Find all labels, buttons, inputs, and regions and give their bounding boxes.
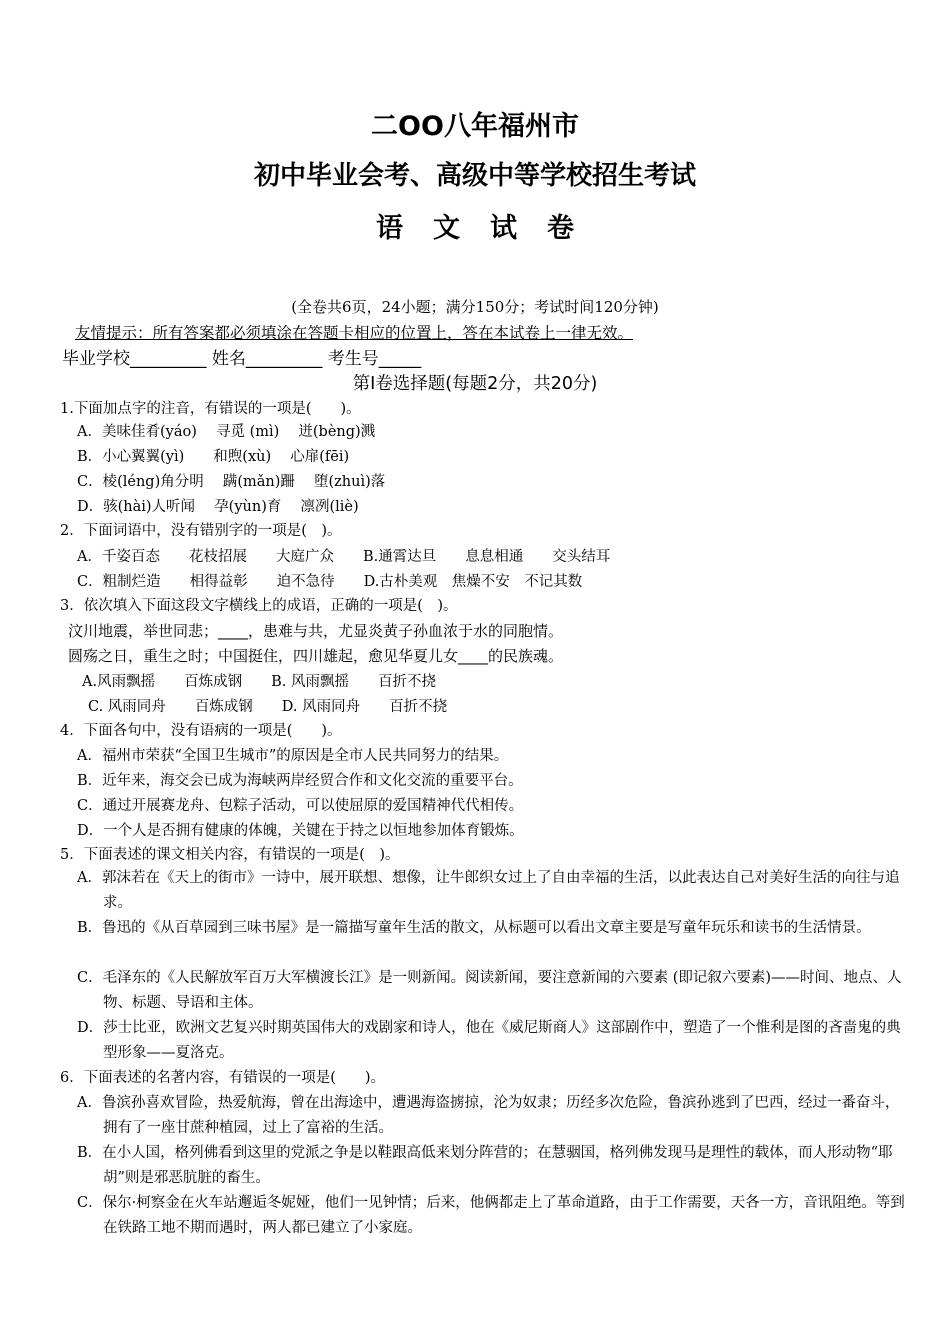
friendly-tip: 友情提示：所有答案都必须填涂在答题卡相应的位置上，答在本试卷上一律无效。 [75,324,634,342]
q6-option-c: C．保尔·柯察金在火车站邂逅冬妮娅，他们一见钟情；后来，他俩都走上了革命道路，由于工作需要，天各一方，音讯阻绝。等到在铁路工地不期而遇时，两人都已建立了小家庭。 [77,1195,905,1236]
q5-option-b: B．鲁迅的《从百草园到三味书屋》是一篇描写童年生活的散文，从标题可以看出文章主要是写童年玩乐和读书的生活情景。 [77,920,871,936]
student-info-line: 毕业学校_________ 姓名_________ 考生号_____ [62,349,422,369]
q4-stem: 4．下面各句中，没有语病的一项是( )。 [60,723,342,739]
q2-options-cd: C．粗制烂造 相得益彰 迫不急待 D.古朴美观 焦燥不安 不记其数 [77,574,583,590]
q5-option-d: D．莎士比亚，欧洲文艺复兴时期英国伟大的戏剧家和诗人，他在《威尼斯商人》这部剧作中，塑造了一个惟利是图的吝啬鬼的典型形象——夏洛克。 [77,1020,901,1061]
q6-option-b: B．在小人国，格列佛看到这里的党派之争是以鞋跟高低来划分阵营的；在慧骃国，格列佛发现马是理性的载体，而人形动物“耶胡”则是邪恶肮脏的畜生。 [77,1145,893,1186]
q1-stem: 1.下面加点字的注音，有错误的一项是( )。 [60,401,361,417]
title-line3: 语文试卷 [376,213,604,244]
q3-text-line1: 汶川地震，举世同悲；____，患难与共，尤显炎黄子孙血浓于水的同胞情。 [68,622,564,640]
q1-option-b: B．小心翼翼(yì) 和煦(xù) 心扉(fēi) [77,449,350,465]
q1-option-c: C．棱(léng)角分明 蹒(mǎn)跚 堕(zhuì)落 [77,474,386,490]
q4-option-b: B．近年来，海交会已成为海峡两岸经贸合作和文化交流的重要平台。 [77,773,523,789]
q1-option-a: A．美味佳肴(yáo) 寻觅 (mì) 迸(bèng)溅 [77,424,376,440]
title-line1: 二OO八年福州市 [371,111,579,142]
q2-stem: 2．下面词语中，没有错别字的一项是( )。 [60,523,342,539]
q6-option-a: A．鲁滨孙喜欢冒险，热爱航海，曾在出海途中，遭遇海盗掳掠，沦为奴隶；历经多次危险，鲁滨孙逃到了巴西，经过一番奋斗，拥有了一座甘蔗种植园，过上了富裕的生活。 [77,1095,900,1136]
q5-stem: 5．下面表述的课文相关内容，有错误的一项是( )。 [60,847,400,863]
q6-stem: 6．下面表述的名著内容，有错误的一项是( )。 [60,1070,386,1086]
exam-note: (全卷共6页，24小题；满分150分；考试时间120分钟) [291,298,659,316]
q3-options-ab: A.风雨飘摇 百炼成钢 B. 风雨飘摇 百折不挠 [82,674,436,690]
q1-option-d: D．骇(hài)人听闻 孕(yùn)育 凛冽(liè) [77,499,359,515]
q5-option-a: A．郭沫若在《天上的街市》一诗中，展开联想、想像，让牛郎织女过上了自由幸福的生活，以此表达自己对美好生活的向往与追求。 [77,870,900,911]
q2-options-ab: A．千姿百态 花枝招展 大庭广众 B.通霄达旦 息息相通 交头结耳 [77,549,611,565]
q3-text-line2: 圆殇之日，重生之时；中国挺住，四川雄起，愈见华夏儿女____的民族魂。 [68,647,564,665]
q4-option-a: A．福州市荣获“全国卫生城市”的原因是全市人民共同努力的结果。 [77,748,509,764]
q3-options-cd: C. 风雨同舟 百炼成钢 D. 风雨同舟 百折不挠 [88,699,448,715]
q3-stem: 3．依次填入下面这段文字横线上的成语，正确的一项是( )。 [60,598,458,614]
q4-option-c: C．通过开展赛龙舟、包粽子活动，可以使屈原的爱国精神代代相传。 [77,798,524,814]
section-title: 第Ⅰ卷选择题(每题2分，共20分) [352,374,598,394]
q5-option-c: C．毛泽东的《人民解放军百万大军横渡长江》是一则新闻。阅读新闻，要注意新闻的六要素 (即记叙六要素)——时间、地点、人物、标题、导语和主体。 [77,970,902,1011]
title-line2: 初中毕业会考、高级中等学校招生考试 [253,161,696,191]
q4-option-d: D．一个人是否拥有健康的体魄，关键在于持之以恒地参加体育锻炼。 [77,823,524,839]
